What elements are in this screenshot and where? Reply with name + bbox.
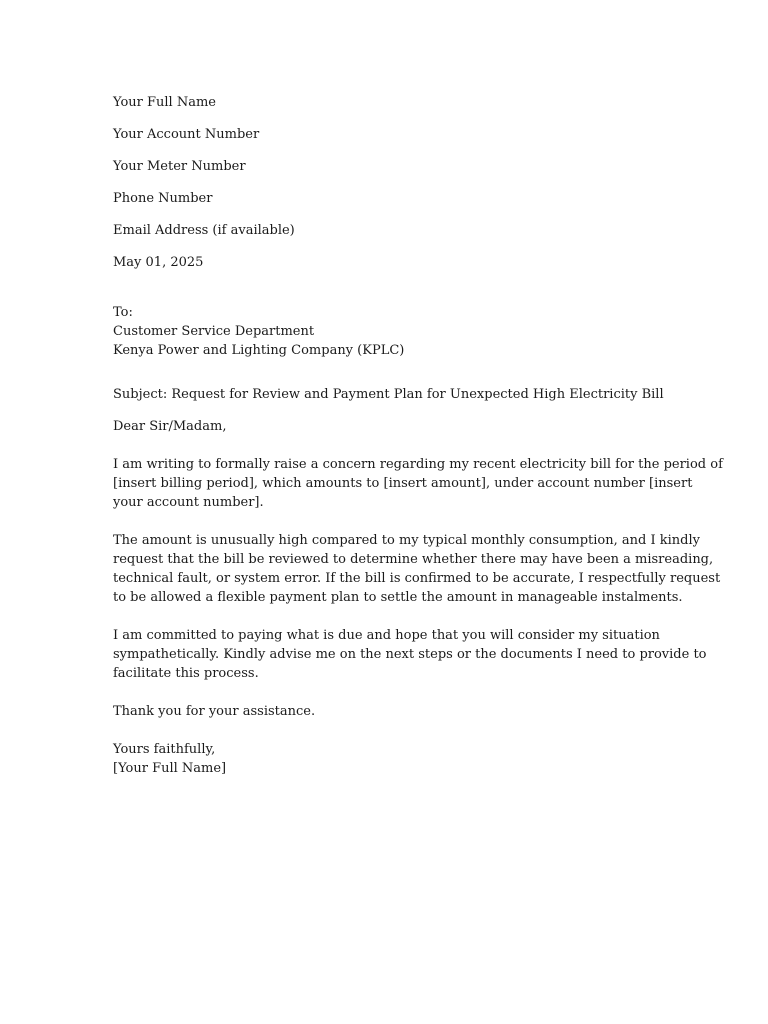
thanks-line: Thank you for your assistance.	[113, 704, 316, 719]
paragraph-line: to be allowed a flexible payment plan to settle the amount in manageable instalments.	[113, 590, 683, 605]
paragraph-line: request that the bill be reviewed to determine whether there may have been a misreading,	[113, 552, 714, 567]
letter-salutation: Dear Sir/Madam,	[113, 419, 227, 434]
paragraph-line: sympathetically. Kindly advise me on the next steps or the documents I need to provide to	[113, 647, 707, 662]
sender-email: Email Address (if available)	[113, 223, 295, 238]
recipient-company: Kenya Power and Lighting Company (KPLC)	[113, 343, 405, 358]
sender-account-number: Your Account Number	[113, 127, 260, 142]
paragraph-line: your account number].	[113, 495, 264, 510]
paragraph-line: I am writing to formally raise a concern regarding my recent electricity bill for the period of	[113, 457, 723, 472]
sender-full-name: Your Full Name	[113, 95, 216, 110]
paragraph-line: The amount is unusually high compared to my typical monthly consumption, and I kindly	[113, 533, 700, 548]
sender-phone: Phone Number	[113, 191, 213, 206]
paragraph-line: technical fault, or system error. If the bill is confirmed to be accurate, I respectfully request	[113, 571, 721, 586]
recipient-to-label: To:	[113, 305, 133, 320]
recipient-department: Customer Service Department	[113, 324, 315, 339]
paragraph-line: [insert billing period], which amounts to [insert amount], under account number [insert	[113, 476, 693, 491]
recipient-block	[113, 303, 673, 360]
sender-meter-number: Your Meter Number	[113, 159, 246, 174]
sender-block	[113, 93, 673, 272]
valediction: Yours faithfully,	[113, 742, 216, 757]
closing-block	[113, 740, 673, 778]
letter-subject: Subject: Request for Review and Payment Plan for Unexpected High Electricity Bill	[113, 387, 664, 402]
body-paragraph	[113, 455, 723, 512]
paragraph-line: I am committed to paying what is due and hope that you will consider my situation	[113, 628, 660, 643]
letter-page	[113, 93, 723, 778]
signature-name: [Your Full Name]	[113, 761, 227, 776]
paragraph-line: facilitate this process.	[113, 666, 259, 681]
body-paragraph	[113, 626, 707, 683]
body-paragraph	[113, 531, 721, 607]
letter-date: May 01, 2025	[113, 255, 204, 270]
